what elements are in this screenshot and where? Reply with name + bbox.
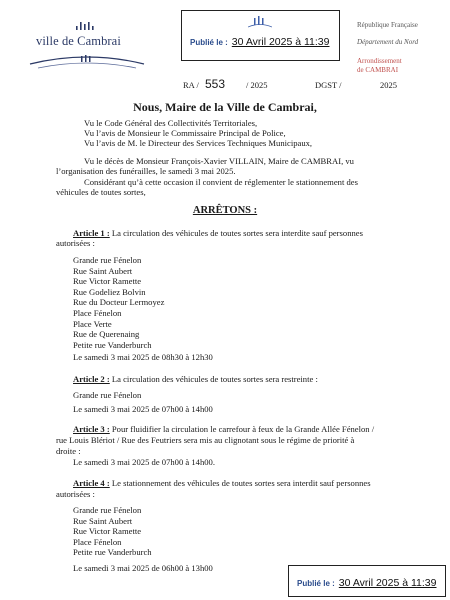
vu-line: Vu l’avis de Monsieur le Commissaire Principal de Police, bbox=[84, 128, 286, 138]
street-item: Place Fénelon bbox=[73, 536, 122, 547]
article-1-schedule: Le samedi 3 mai 2025 de 08h30 à 12h30 bbox=[73, 352, 213, 362]
vu-line: Vu l’avis de M. le Directeur des Services Techniques Municipaux, bbox=[84, 138, 313, 148]
article-2-street: Grande rue Fénelon bbox=[73, 390, 142, 400]
article-2-text: La circulation des véhicules de toutes sortes sera restreinte : bbox=[109, 374, 318, 384]
document-title: Nous, Maire de la Ville de Cambrai, bbox=[133, 100, 317, 114]
article-1-text-2: autorisées : bbox=[56, 238, 95, 248]
logo-text: ville de Cambrai bbox=[36, 34, 121, 48]
considerant-line: Considérant qu’à cette occasion il convient de réglementer le stationnement des bbox=[84, 177, 358, 187]
ref-year-2: 2025 bbox=[380, 80, 397, 90]
street-item: Rue Saint Aubert bbox=[73, 515, 133, 526]
article-4-label: Article 4 : bbox=[73, 478, 110, 488]
article-3-text: Pour fluidifier la circulation le carrefour à feux de la Grande Allée Fénelon / bbox=[109, 424, 375, 434]
article-4-text: Le stationnement des véhicules de toutes sortes sera interdit sauf personnes bbox=[109, 478, 371, 488]
article-1-text: La circulation des véhicules de toutes sortes sera interdite sauf personnes bbox=[109, 228, 363, 238]
vu-line: Vu le Code Général des Collectivités Territoriales, bbox=[84, 118, 258, 128]
article-3-text-3: droite : bbox=[56, 446, 81, 456]
article-1-street-list bbox=[73, 255, 164, 350]
department-label: Département du Nord bbox=[357, 38, 419, 46]
vu-deces-line: l’organisation des funérailles, le samedi 3 mai 2025. bbox=[56, 166, 236, 176]
republic-label: République Française bbox=[357, 21, 418, 29]
ref-dgst: DGST / bbox=[315, 80, 342, 90]
ref-number: 553 bbox=[205, 77, 226, 91]
article-3-line bbox=[73, 424, 374, 435]
street-item: Rue Victor Ramette bbox=[73, 526, 142, 537]
article-4-schedule: Le samedi 3 mai 2025 de 06h00 à 13h00 bbox=[73, 563, 213, 573]
street-item: Petite rue Vanderburch bbox=[73, 339, 152, 350]
ref-ra: RA / bbox=[183, 80, 199, 90]
stamp-emblem-icon bbox=[248, 16, 272, 28]
article-4-street-list bbox=[73, 505, 152, 558]
street-item: Place Verte bbox=[73, 318, 112, 329]
arretons-heading: ARRÊTONS : bbox=[192, 205, 258, 216]
street-item: Rue Saint Aubert bbox=[73, 265, 133, 276]
street-item: Rue Godeliez Bolvin bbox=[73, 286, 146, 297]
ref-year: / 2025 bbox=[246, 80, 268, 90]
article-4-text-2: autorisées : bbox=[56, 489, 95, 499]
street-item: Rue Victor Ramette bbox=[73, 276, 142, 287]
published-label: Publié le : bbox=[297, 579, 335, 588]
article-3-text-2: rue Louis Blériot / Rue des Feutriers sera mis au clignotant sous le régime de priorité à bbox=[56, 435, 355, 445]
street-item: Place Fénelon bbox=[73, 307, 122, 318]
publication-stamp-top bbox=[181, 10, 340, 61]
street-item: Rue du Docteur Lermoyez bbox=[73, 297, 165, 308]
article-1-line bbox=[73, 228, 363, 239]
vu-deces-line: Vu le décès de Monsieur François-Xavier VILLAIN, Maire de CAMBRAI, vu bbox=[84, 156, 354, 166]
street-item: Grande rue Fénelon bbox=[73, 255, 142, 265]
street-item: Grande rue Fénelon bbox=[73, 505, 142, 515]
arrondissement-label: Arrondissement bbox=[357, 57, 402, 65]
article-3-label: Article 3 : bbox=[73, 424, 110, 434]
arrondissement-name: de CAMBRAI bbox=[357, 66, 399, 74]
published-date: 30 Avril 2025 à 11:39 bbox=[338, 577, 437, 589]
street-item: Rue de Querenaing bbox=[73, 329, 140, 340]
article-2-schedule: Le samedi 3 mai 2025 de 07h00 à 14h00 bbox=[73, 404, 213, 414]
considerant-line: véhicules de toutes sortes, bbox=[56, 187, 146, 197]
published-label: Publié le : bbox=[190, 38, 228, 47]
publication-stamp-bottom bbox=[288, 565, 446, 597]
street-item: Petite rue Vanderburch bbox=[73, 547, 152, 558]
article-3-schedule: Le samedi 3 mai 2025 de 07h00 à 14h00. bbox=[73, 457, 216, 467]
article-4-line bbox=[73, 478, 371, 489]
article-2-line bbox=[73, 374, 318, 385]
article-2-label: Article 2 : bbox=[73, 374, 110, 384]
published-date: 30 Avril 2025 à 11:39 bbox=[231, 36, 330, 48]
article-1-label: Article 1 : bbox=[73, 228, 110, 238]
